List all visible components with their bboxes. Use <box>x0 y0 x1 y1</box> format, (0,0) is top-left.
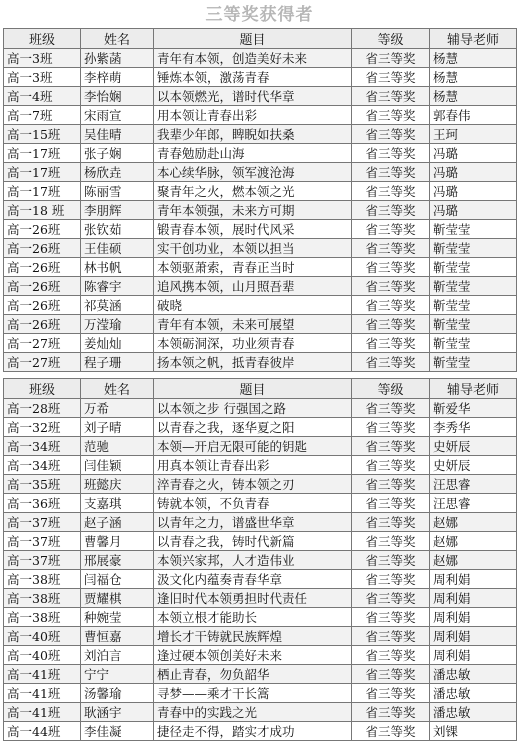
cell-topic: 用本领让青春出彩 <box>154 106 352 125</box>
table-row <box>4 475 517 494</box>
cell-topic: 我辈少年郎，睥睨如扶桑 <box>154 125 352 144</box>
table-row <box>4 627 517 646</box>
cell-name: 刘泊言 <box>81 646 154 665</box>
cell-topic: 追风携本领，山月照吾辈 <box>154 277 352 296</box>
cell-topic: 淬青春之火，铸本领之刃 <box>154 475 352 494</box>
cell-level: 省三等奖 <box>352 277 430 296</box>
table-body-2 <box>4 399 517 741</box>
cell-class: 高一34班 <box>4 437 81 456</box>
cell-name: 班懿庆 <box>81 475 154 494</box>
cell-name: 李佳凝 <box>81 722 154 741</box>
table-row <box>4 703 517 722</box>
cell-topic: 铸就本领，不负青春 <box>154 494 352 513</box>
cell-teacher: 靳莹莹 <box>430 258 517 277</box>
cell-class: 高一26班 <box>4 239 81 258</box>
cell-class: 高一32班 <box>4 418 81 437</box>
cell-level: 省三等奖 <box>352 627 430 646</box>
cell-name: 曹馨月 <box>81 532 154 551</box>
cell-name: 李怡娴 <box>81 87 154 106</box>
cell-teacher: 冯璐 <box>430 144 517 163</box>
cell-teacher: 杨慧 <box>430 68 517 87</box>
table-row <box>4 551 517 570</box>
table-row <box>4 68 517 87</box>
table-row <box>4 646 517 665</box>
header-name: 姓名 <box>81 379 154 399</box>
cell-class: 高一17班 <box>4 144 81 163</box>
cell-name: 张子娴 <box>81 144 154 163</box>
cell-teacher: 史妍辰 <box>430 437 517 456</box>
cell-topic: 实干创功业，本领以担当 <box>154 239 352 258</box>
cell-level: 省三等奖 <box>352 684 430 703</box>
cell-name: 耿涵宇 <box>81 703 154 722</box>
cell-name: 祁莫涵 <box>81 296 154 315</box>
cell-class: 高一3班 <box>4 49 81 68</box>
cell-topic: 逢过硬本领创美好未来 <box>154 646 352 665</box>
cell-name: 陈睿宇 <box>81 277 154 296</box>
cell-teacher: 靳莹莹 <box>430 334 517 353</box>
cell-level: 省三等奖 <box>352 239 430 258</box>
cell-name: 杨欣垚 <box>81 163 154 182</box>
cell-level: 省三等奖 <box>352 201 430 220</box>
cell-level: 省三等奖 <box>352 163 430 182</box>
cell-class: 高一38班 <box>4 589 81 608</box>
cell-level: 省三等奖 <box>352 68 430 87</box>
table-row <box>4 722 517 741</box>
cell-class: 高一41班 <box>4 665 81 684</box>
cell-class: 高一41班 <box>4 703 81 722</box>
cell-topic: 以青春之我，逐华夏之阳 <box>154 418 352 437</box>
cell-level: 省三等奖 <box>352 589 430 608</box>
cell-teacher: 靳莹莹 <box>430 277 517 296</box>
cell-teacher: 靳莹莹 <box>430 296 517 315</box>
table-row <box>4 182 517 201</box>
cell-level: 省三等奖 <box>352 87 430 106</box>
table-header-row <box>4 29 517 49</box>
cell-topic: 以本领燃光，谱时代华章 <box>154 87 352 106</box>
cell-class: 高一26班 <box>4 296 81 315</box>
table-row <box>4 315 517 334</box>
cell-class: 高一35班 <box>4 475 81 494</box>
header-topic: 题目 <box>154 379 352 399</box>
cell-teacher: 冯璐 <box>430 182 517 201</box>
cell-class: 高一40班 <box>4 646 81 665</box>
cell-level: 省三等奖 <box>352 608 430 627</box>
cell-class: 高一17班 <box>4 182 81 201</box>
cell-teacher: 周利娟 <box>430 646 517 665</box>
header-teacher: 辅导老师 <box>430 29 517 49</box>
cell-name: 汤馨瑜 <box>81 684 154 703</box>
cell-topic: 本领兴家邦，人才造伟业 <box>154 551 352 570</box>
cell-class: 高一7班 <box>4 106 81 125</box>
cell-topic: 本领砺洞深，功业须青春 <box>154 334 352 353</box>
cell-name: 闫佳颖 <box>81 456 154 475</box>
cell-name: 陈丽雪 <box>81 182 154 201</box>
cell-topic: 青年有本领，创造美好未来 <box>154 49 352 68</box>
cell-name: 宁宁 <box>81 665 154 684</box>
header-class: 班级 <box>4 29 81 49</box>
cell-teacher: 靳莹莹 <box>430 315 517 334</box>
cell-class: 高一36班 <box>4 494 81 513</box>
cell-name: 支嘉琪 <box>81 494 154 513</box>
cell-name: 万滢瑜 <box>81 315 154 334</box>
header-topic: 题目 <box>154 29 352 49</box>
cell-name: 李朋辉 <box>81 201 154 220</box>
table-row <box>4 277 517 296</box>
table-row <box>4 513 517 532</box>
cell-name: 邢展豪 <box>81 551 154 570</box>
table-row <box>4 334 517 353</box>
cell-name: 张钦茹 <box>81 220 154 239</box>
cell-level: 省三等奖 <box>352 182 430 201</box>
cell-level: 省三等奖 <box>352 703 430 722</box>
cell-class: 高一37班 <box>4 532 81 551</box>
cell-level: 省三等奖 <box>352 494 430 513</box>
cell-class: 高一26班 <box>4 277 81 296</box>
table-row <box>4 589 517 608</box>
cell-name: 曹恒嘉 <box>81 627 154 646</box>
cell-name: 程子珊 <box>81 353 154 372</box>
cell-name: 赵子涵 <box>81 513 154 532</box>
cell-level: 省三等奖 <box>352 334 430 353</box>
cell-class: 高一26班 <box>4 220 81 239</box>
cell-teacher: 史妍辰 <box>430 456 517 475</box>
cell-class: 高一34班 <box>4 456 81 475</box>
cell-level: 省三等奖 <box>352 722 430 741</box>
cell-teacher: 冯璐 <box>430 163 517 182</box>
cell-topic: 聚青年之火，燃本领之光 <box>154 182 352 201</box>
cell-level: 省三等奖 <box>352 437 430 456</box>
cell-class: 高一37班 <box>4 513 81 532</box>
cell-name: 姜灿灿 <box>81 334 154 353</box>
cell-level: 省三等奖 <box>352 551 430 570</box>
table-row <box>4 532 517 551</box>
cell-level: 省三等奖 <box>352 513 430 532</box>
cell-teacher: 赵娜 <box>430 551 517 570</box>
cell-name: 范驰 <box>81 437 154 456</box>
cell-level: 省三等奖 <box>352 258 430 277</box>
cell-topic: 本心续华脉，领军渡沧海 <box>154 163 352 182</box>
cell-topic: 锤炼本领，激荡青春 <box>154 68 352 87</box>
table-row <box>4 201 517 220</box>
table-row <box>4 399 517 418</box>
cell-name: 刘子晴 <box>81 418 154 437</box>
table-row <box>4 106 517 125</box>
table-row <box>4 125 517 144</box>
cell-teacher: 李秀华 <box>430 418 517 437</box>
cell-teacher: 靳莹莹 <box>430 239 517 258</box>
table-header-row <box>4 379 517 399</box>
cell-name: 宋雨宣 <box>81 106 154 125</box>
cell-name: 贾耀棋 <box>81 589 154 608</box>
cell-topic: 逢旧时代本领勇担时代责任 <box>154 589 352 608</box>
cell-topic: 寻梦——乘才干长篙 <box>154 684 352 703</box>
cell-topic: 青春勉励赴山海 <box>154 144 352 163</box>
cell-teacher: 周利娟 <box>430 608 517 627</box>
cell-teacher: 潘忠敏 <box>430 703 517 722</box>
cell-name: 万希 <box>81 399 154 418</box>
cell-level: 省三等奖 <box>352 220 430 239</box>
header-name: 姓名 <box>81 29 154 49</box>
cell-topic: 本领驱萧索，青春正当时 <box>154 258 352 277</box>
cell-class: 高一38班 <box>4 608 81 627</box>
cell-level: 省三等奖 <box>352 570 430 589</box>
cell-teacher: 冯璐 <box>430 201 517 220</box>
cell-topic: 以青年之力，谱盛世华章 <box>154 513 352 532</box>
cell-name: 林书帆 <box>81 258 154 277</box>
cell-topic: 本领—开启无限可能的钥匙 <box>154 437 352 456</box>
header-teacher: 辅导老师 <box>430 379 517 399</box>
cell-teacher: 刘锞 <box>430 722 517 741</box>
table-row <box>4 608 517 627</box>
cell-teacher: 潘忠敏 <box>430 684 517 703</box>
award-table-1 <box>3 28 517 372</box>
cell-teacher: 周利娟 <box>430 589 517 608</box>
cell-teacher: 赵娜 <box>430 532 517 551</box>
cell-level: 省三等奖 <box>352 418 430 437</box>
cell-teacher: 郭春伟 <box>430 106 517 125</box>
cell-level: 省三等奖 <box>352 296 430 315</box>
cell-topic: 增长才干铸就民族辉煌 <box>154 627 352 646</box>
cell-teacher: 周利娟 <box>430 570 517 589</box>
cell-class: 高一27班 <box>4 334 81 353</box>
cell-topic: 本领立根才能助长 <box>154 608 352 627</box>
cell-class: 高一3班 <box>4 68 81 87</box>
award-table-2 <box>3 378 517 741</box>
table-row <box>4 437 517 456</box>
cell-level: 省三等奖 <box>352 106 430 125</box>
cell-teacher: 王珂 <box>430 125 517 144</box>
cell-teacher: 周利娟 <box>430 627 517 646</box>
cell-level: 省三等奖 <box>352 315 430 334</box>
cell-topic: 青年有本领，未来可展望 <box>154 315 352 334</box>
table-row <box>4 665 517 684</box>
cell-level: 省三等奖 <box>352 125 430 144</box>
table-body-1 <box>4 49 517 372</box>
cell-teacher: 靳莹莹 <box>430 220 517 239</box>
cell-name: 闫福仓 <box>81 570 154 589</box>
cell-teacher: 汪思睿 <box>430 494 517 513</box>
cell-class: 高一26班 <box>4 315 81 334</box>
cell-level: 省三等奖 <box>352 646 430 665</box>
cell-level: 省三等奖 <box>352 456 430 475</box>
cell-class: 高一37班 <box>4 551 81 570</box>
table-row <box>4 220 517 239</box>
cell-class: 高一41班 <box>4 684 81 703</box>
cell-topic: 栖止青春，勿负韶华 <box>154 665 352 684</box>
cell-class: 高一15班 <box>4 125 81 144</box>
table-row <box>4 684 517 703</box>
cell-class: 高一40班 <box>4 627 81 646</box>
cell-name: 种婉莹 <box>81 608 154 627</box>
cell-name: 吴佳晴 <box>81 125 154 144</box>
cell-class: 高一18 班 <box>4 201 81 220</box>
table-row <box>4 163 517 182</box>
cell-teacher: 汪思睿 <box>430 475 517 494</box>
table-row <box>4 239 517 258</box>
cell-class: 高一17班 <box>4 163 81 182</box>
header-class: 班级 <box>4 379 81 399</box>
cell-teacher: 靳莹莹 <box>430 353 517 372</box>
table-row <box>4 87 517 106</box>
cell-class: 高一27班 <box>4 353 81 372</box>
table-row <box>4 570 517 589</box>
cell-level: 省三等奖 <box>352 665 430 684</box>
table-row <box>4 353 517 372</box>
cell-level: 省三等奖 <box>352 49 430 68</box>
cell-topic: 破晓 <box>154 296 352 315</box>
cell-topic: 以青春之我，铸时代新篇 <box>154 532 352 551</box>
cell-topic: 汲文化内蕴奏青春华章 <box>154 570 352 589</box>
cell-level: 省三等奖 <box>352 144 430 163</box>
table-row <box>4 456 517 475</box>
cell-topic: 青春中的实践之光 <box>154 703 352 722</box>
cell-level: 省三等奖 <box>352 353 430 372</box>
cell-teacher: 杨慧 <box>430 49 517 68</box>
cell-class: 高一4班 <box>4 87 81 106</box>
cell-topic: 捷径走不得，踏实才成功 <box>154 722 352 741</box>
cell-level: 省三等奖 <box>352 475 430 494</box>
cell-name: 王佳硕 <box>81 239 154 258</box>
cell-topic: 扬本领之帆，抵青春彼岸 <box>154 353 352 372</box>
table-row <box>4 418 517 437</box>
cell-level: 省三等奖 <box>352 532 430 551</box>
table-row <box>4 49 517 68</box>
header-level: 等级 <box>352 379 430 399</box>
table-row <box>4 258 517 277</box>
cell-class: 高一28班 <box>4 399 81 418</box>
cell-class: 高一26班 <box>4 258 81 277</box>
page-title: 三等奖获得者 <box>205 5 314 25</box>
cell-name: 孙紫菡 <box>81 49 154 68</box>
cell-teacher: 靳爱华 <box>430 399 517 418</box>
table-row <box>4 144 517 163</box>
cell-level: 省三等奖 <box>352 399 430 418</box>
table-row <box>4 494 517 513</box>
table-row <box>4 296 517 315</box>
cell-name: 李梓萌 <box>81 68 154 87</box>
cell-teacher: 杨慧 <box>430 87 517 106</box>
cell-topic: 以本领之步 行强国之路 <box>154 399 352 418</box>
header-level: 等级 <box>352 29 430 49</box>
cell-class: 高一44班 <box>4 722 81 741</box>
cell-teacher: 赵娜 <box>430 513 517 532</box>
cell-class: 高一38班 <box>4 570 81 589</box>
cell-teacher: 潘忠敏 <box>430 665 517 684</box>
cell-topic: 锻青春本领，展时代风采 <box>154 220 352 239</box>
cell-topic: 青年本领强，未来方可期 <box>154 201 352 220</box>
cell-topic: 用真本领让青春出彩 <box>154 456 352 475</box>
